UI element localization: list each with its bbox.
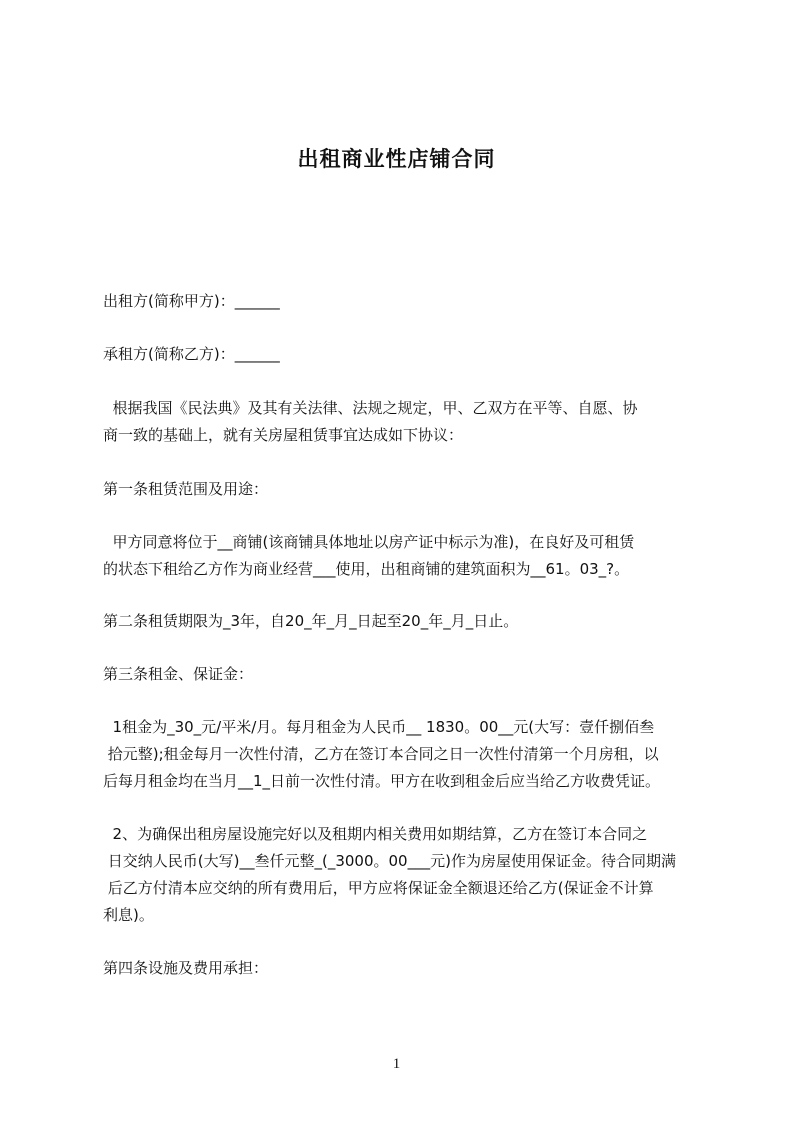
article3-clause2-line-1: 2、为确保出租房屋设施完好以及租期内相关费用如期结算，乙方在签订本合同之 <box>103 825 648 843</box>
article4-title: 第四条设施及费用承担： <box>103 959 269 977</box>
lessee-line: 承租方(简称乙方)：______ <box>103 345 280 363</box>
article3-clause1-line-2: 拾元整);租金每月一次性付清，乙方在签订本合同之日一次性付清第一个月房租，以 <box>103 745 659 763</box>
page-number: 1 <box>392 1056 401 1072</box>
article1-body-line-1: 甲方同意将位于__商铺(该商铺具体地址以房产证中标示为准)，在良好及可租赁 <box>103 533 635 551</box>
article3-clause1-line-3: 后每月租金均在当月__1_日前一次性付清。甲方在收到租金后应当给乙方收费凭证。 <box>103 772 661 790</box>
preamble-line-2: 商一致的基础上，就有关房屋租赁事宜达成如下协议： <box>103 426 464 444</box>
article1-body-line-2: 的状态下租给乙方作为商业经营___使用，出租商铺的建筑面积为__61。03_?。 <box>103 560 630 578</box>
lessor-line: 出租方(简称甲方)：______ <box>103 292 280 310</box>
document-title: 出租商业性店铺合同 <box>297 147 496 171</box>
article3-clause2-line-4: 利息)。 <box>103 906 154 924</box>
article1-title: 第一条租赁范围及用途： <box>103 480 269 498</box>
preamble-line-1: 根据我国《民法典》及其有关法律、法规之规定，甲、乙双方在平等、自愿、协 <box>103 399 638 417</box>
article3-clause2-line-2: 日交纳人民币(大写)__叁仟元整_(_3000。00___元)作为房屋使用保证金。待合同期满 <box>103 852 676 870</box>
article3-title: 第三条租金、保证金： <box>103 665 254 683</box>
article2-line: 第二条租赁期限为_3年，自20_年_月_日起至20_年_月_日止。 <box>103 612 519 630</box>
article3-clause1-line-1: 1租金为_30_元/平米/月。每月租金为人民币__ 1830。00__元(大写：壹仟捌佰叁 <box>103 718 655 736</box>
article3-clause2-line-3: 后乙方付清本应交纳的所有费用后，甲方应将保证金全额退还给乙方(保证金不计算 <box>103 879 654 897</box>
